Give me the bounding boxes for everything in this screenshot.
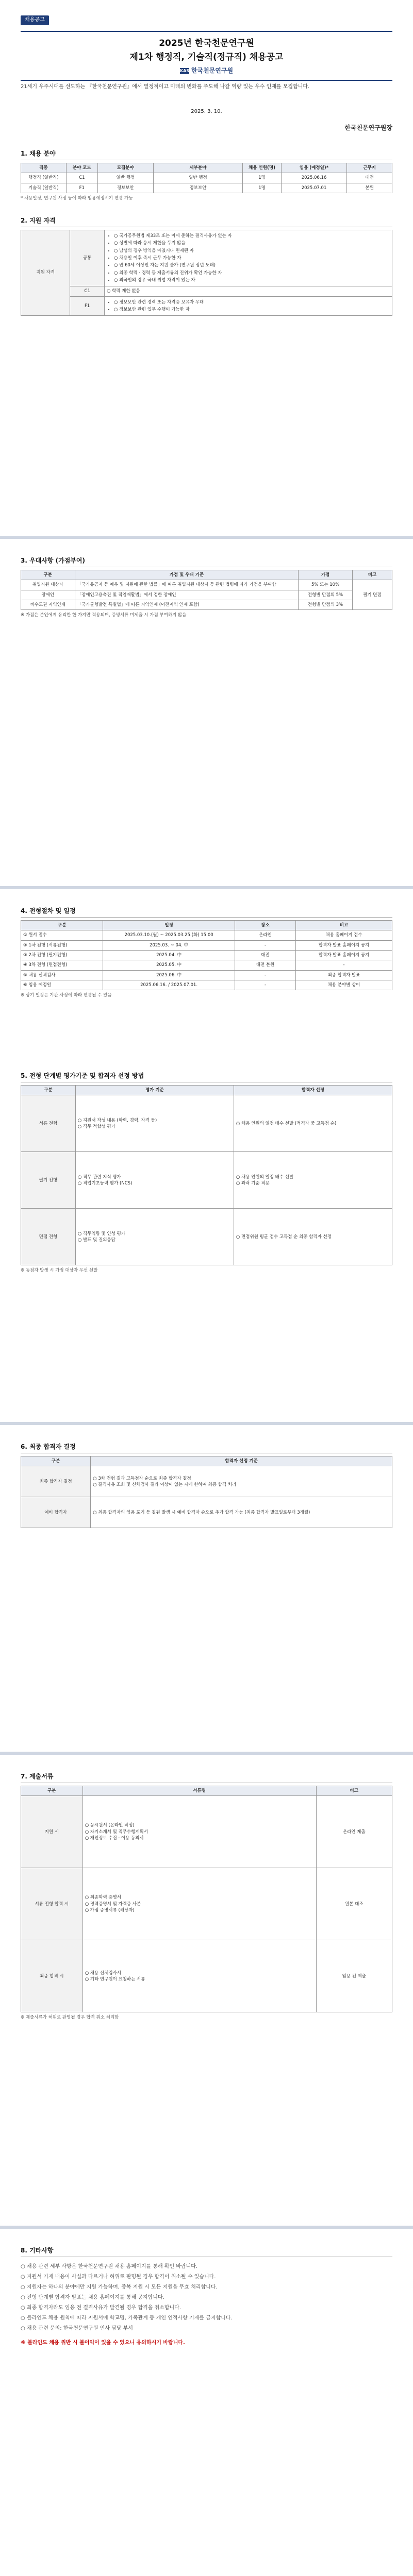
table-row: 최종 합격자 결정 ○ 3차 전형 결과 고득점자 순으로 최종 합격자 결정 ○ 결격사유 조회 및 신체검사 결과 이상이 없는 자에 한하여 최종 합격 처리 — [21, 1466, 392, 1497]
other-notes — [21, 2262, 392, 2348]
list-item: ○ 지원자는 하나의 분야에만 지원 가능하며, 중복 지원 시 모든 지원을 무효 처리합니다. — [21, 2284, 218, 2290]
qualification-table — [21, 230, 392, 316]
table-row: C1 ○ 학력 제한 없음 — [21, 286, 392, 296]
evaluation-table — [21, 1085, 392, 1265]
notice-tag: 채용공고 — [21, 15, 49, 25]
warning-text: ※ 블라인드 채용 위반 시 불이익이 있을 수 있으니 유의하시기 바랍니다. — [21, 2340, 185, 2346]
table-row: 비수도권 지역인재 「국가균형발전 특별법」에 따른 지역인재 (이전지역 인재 포함) 전형별 만점의 3% — [21, 600, 392, 609]
table-header: 비고 — [316, 1786, 392, 1796]
table-header: 비고 — [296, 921, 392, 930]
list-item: ○ 채용 관련 세부 사항은 한국천문연구원 채용 홈페이지를 통해 확인 바랍니다. — [21, 2264, 198, 2269]
table-header: 가점 및 우대 기준 — [75, 570, 299, 580]
section-divider — [0, 1422, 413, 1425]
section-divider — [0, 2226, 413, 2229]
list-item: ○ 채용 관련 문의: 한국천문연구원 인사 담당 부서 — [21, 2326, 133, 2331]
table-header: 채용 인원(명) — [243, 163, 281, 173]
table-row: ④ 3차 전형 (면접전형) 2025.05. 中 대전 본원 - — [21, 960, 392, 970]
section-8-heading: 8. 기타사항 — [21, 2246, 392, 2257]
section-3-table-wrap — [21, 570, 392, 619]
section-7-table-wrap — [21, 1786, 392, 2022]
section-5-note: ※ 동점자 발생 시 가점 대상자 우선 선발 — [21, 1268, 98, 1274]
table-header: 일정 — [103, 921, 235, 930]
section-divider — [0, 886, 413, 889]
table-header: 장소 — [235, 921, 295, 930]
section-3-note: ※ 가점은 본인에게 유리한 한 가지만 적용되며, 증빙서류 미제출 시 가점 부여하지 않음 — [21, 613, 187, 618]
section-4-note: ※ 상기 일정은 기관 사정에 따라 변경될 수 있음 — [21, 993, 112, 998]
table-header: 합격자 선정 — [234, 1086, 392, 1095]
quals-label: 지원 자격 — [21, 230, 70, 316]
table-row: ① 원서 접수 2025.03.10.(월) ~ 2025.03.25.(화) 15:00 온라인 채용 홈페이지 접수 — [21, 930, 392, 940]
section-4-table-wrap — [21, 920, 392, 999]
list-item: ○ 블라인드 채용 원칙에 따라 지원서에 학교명, 가족관계 등 개인 인적사항 기재를 금지합니다. — [21, 2315, 233, 2321]
table-row: ⑥ 임용 예정일 2025.06.16. / 2025.07.01. - 채용 분야별 상이 — [21, 980, 392, 990]
table-header: 구분 — [21, 1086, 76, 1095]
table-row: ⑤ 채용 신체검사 2025.06. 中 - 최종 합격자 발표 — [21, 970, 392, 980]
documents-table — [21, 1786, 392, 2012]
intro-text: 21세기 우주시대를 선도하는 『한국천문연구원』에서 열정적이고 미래의 변화를 주도해 나갈 역량 있는 우수 인재를 모집합니다. — [21, 84, 310, 90]
common-label: 공통 — [70, 230, 105, 286]
section-6-table-wrap — [21, 1456, 392, 1528]
kasi-logo-icon: KASI — [179, 68, 191, 73]
section-divider — [0, 536, 413, 539]
table-header: 직종 — [21, 163, 67, 173]
table-header: 세부분야 — [153, 163, 243, 173]
section-1-heading: 1. 채용 분야 — [21, 149, 392, 160]
title-box — [21, 31, 392, 81]
table-header: 비고 — [352, 570, 392, 580]
section-7-note: ※ 제출서류가 허위로 판명될 경우 합격 취소 처리함 — [21, 2015, 119, 2021]
preference-table — [21, 570, 392, 610]
header — [21, 15, 392, 25]
list-item: ○ 지원서 기재 내용이 사실과 다르거나 허위로 판명될 경우 합격이 취소될 수 있습니다. — [21, 2274, 216, 2280]
section-7-heading: 7. 제출서류 — [21, 1772, 392, 1783]
final-decision-table — [21, 1456, 392, 1528]
section-2-heading: 2. 지원 자격 — [21, 216, 392, 227]
section-6-heading: 6. 최종 합격자 결정 — [21, 1443, 392, 1453]
table-header: 구분 — [21, 921, 103, 930]
table-header: 분야 코드 — [66, 163, 97, 173]
table-row: 지원 시 ○ 응시원서 (온라인 작성) ○ 자기소개서 및 직무수행계획서 ○ 개인정보 수집 · 이용 동의서 온라인 제출 — [21, 1796, 392, 1868]
table-header: 가점 — [299, 570, 353, 580]
list-item: ○ 전형 단계별 합격자 발표는 채용 홈페이지를 통해 공지합니다. — [21, 2295, 164, 2300]
list-item: ○ 최종 합격자라도 임용 전 결격사유가 발견될 경우 합격을 취소합니다. — [21, 2305, 181, 2311]
table-header: 구분 — [21, 1456, 91, 1466]
section-3-heading: 3. 우대사항 (가점부여) — [21, 556, 392, 567]
table-row: 서류 전형 합격 시 ○ 최종학력 증명서 ○ 경력증명서 및 자격증 사본 ○ 가점 증빙서류 (해당자) 원본 대조 — [21, 1868, 392, 1940]
table-header: 모집분야 — [97, 163, 153, 173]
table-row: 행정직 (일반직) C1 일반 행정 일반 행정 1명 2025.06.16 대전 — [21, 173, 392, 183]
table-row: 서류 전형 ○ 지원서 작성 내용 (학력, 경력, 자격 등) ○ 직무 적합성 평가 ○ 채용 인원의 일정 배수 선발 (적격자 중 고득점 순) — [21, 1095, 392, 1152]
section-5-table-wrap — [21, 1085, 392, 1275]
header-logo — [21, 66, 392, 75]
table-row: 필기 전형 ○ 직무 관련 지식 평가 ○ 직업기초능력 평가 (NCS) ○ 채용 인원의 일정 배수 선발 ○ 과락 기준 적용 — [21, 1152, 392, 1209]
table-row — [21, 230, 392, 286]
section-1-table-wrap — [21, 163, 392, 202]
table-row: 예비 합격자 ○ 최종 합격자의 임용 포기 등 결원 발생 시 예비 합격자 순으로 추가 합격 가능 (최종 합격자 발표일로부터 3개월) — [21, 1497, 392, 1528]
table-header: 합격자 선정 기준 — [91, 1456, 392, 1466]
table-row: 장애인 「장애인고용촉진 및 직업재활법」에서 정한 장애인 전형별 만점의 5% — [21, 590, 392, 600]
table-header: 평가 기준 — [75, 1086, 234, 1095]
title-line2: 제1차 행정직, 기술직(정규직) 채용공고 — [129, 52, 284, 62]
notice-date: 2025. 3. 10. — [191, 109, 222, 114]
section-5-heading: 5. 전형 단계별 평가기준 및 합격자 선정 방법 — [21, 1072, 392, 1082]
table-row: 최종 합격 시 ○ 채용 신체검사서 ○ 기타 연구원이 요청하는 서류 임용 전 제출 — [21, 1940, 392, 2012]
table-row: 기술직 (일반직) F1 정보보안 정보보안 1명 2025.07.01 본원 — [21, 183, 392, 193]
table-header: 근무지 — [347, 163, 392, 173]
table-row: ② 1차 전형 (서류전형) 2025.03. ~ 04. 中 - 합격자 발표 홈페이지 공지 — [21, 940, 392, 950]
table-row: ③ 2차 전형 (필기전형) 2025.04. 中 대전 합격자 발표 홈페이지 공지 — [21, 950, 392, 960]
common-items: • ○ 국가공무원법 제33조 또는 이에 준하는 결격사유가 없는 자 • ○ 성별에 따라 응시 제한을 두지 않음 • ○ 남성의 경우 병역을 마쳤거나 면제된 자 • ○ 채용일 이후 즉시 근무 가능한 자 • ○ 만 60세 이상인 자는 지원 불가 (연구원 정년 도래) • ○ 최종 학력 · 경력 등 제출서류의 진위가 확인 가능한 자 • ○ 외국인의 경우 국내 취업 자격이 있는 자 — [104, 230, 392, 286]
table-header: 서류명 — [82, 1786, 316, 1796]
table-header: 구분 — [21, 1786, 83, 1796]
signature: 한국천문연구원장 — [344, 124, 392, 131]
section-divider — [0, 1752, 413, 1755]
title-line1: 2025년 한국천문연구원 — [159, 38, 254, 48]
table-header: 임용 (예정일)* — [281, 163, 346, 173]
schedule-table — [21, 920, 392, 990]
section-4-heading: 4. 전형절차 및 일정 — [21, 907, 392, 918]
table-row: 취업지원 대상자 「국가유공자 등 예우 및 지원에 관한 법률」에 따른 취업지원 대상자 등 관련 법령에 따라 가점을 부여함 5% 또는 10% 필기 면접 — [21, 580, 392, 590]
header-logo-text: 한국천문연구원 — [191, 67, 234, 75]
section-1-note: * 채용일정, 연구원 사정 등에 따라 임용예정시기 변경 가능 — [21, 195, 133, 201]
table-header: 구분 — [21, 570, 75, 580]
table-row: F1 • ○ 정보보안 관련 경력 또는 자격증 보유자 우대 • ○ 정보보안 관련 업무 수행이 가능한 자 — [21, 296, 392, 316]
section-2-table-wrap — [21, 230, 392, 316]
table-row: 면접 전형 ○ 직무역량 및 인성 평가 ○ 발표 및 질의응답 ○ 면접위원 평균 점수 고득점 순 최종 합격자 선정 — [21, 1209, 392, 1265]
recruit-field-table — [21, 163, 392, 193]
